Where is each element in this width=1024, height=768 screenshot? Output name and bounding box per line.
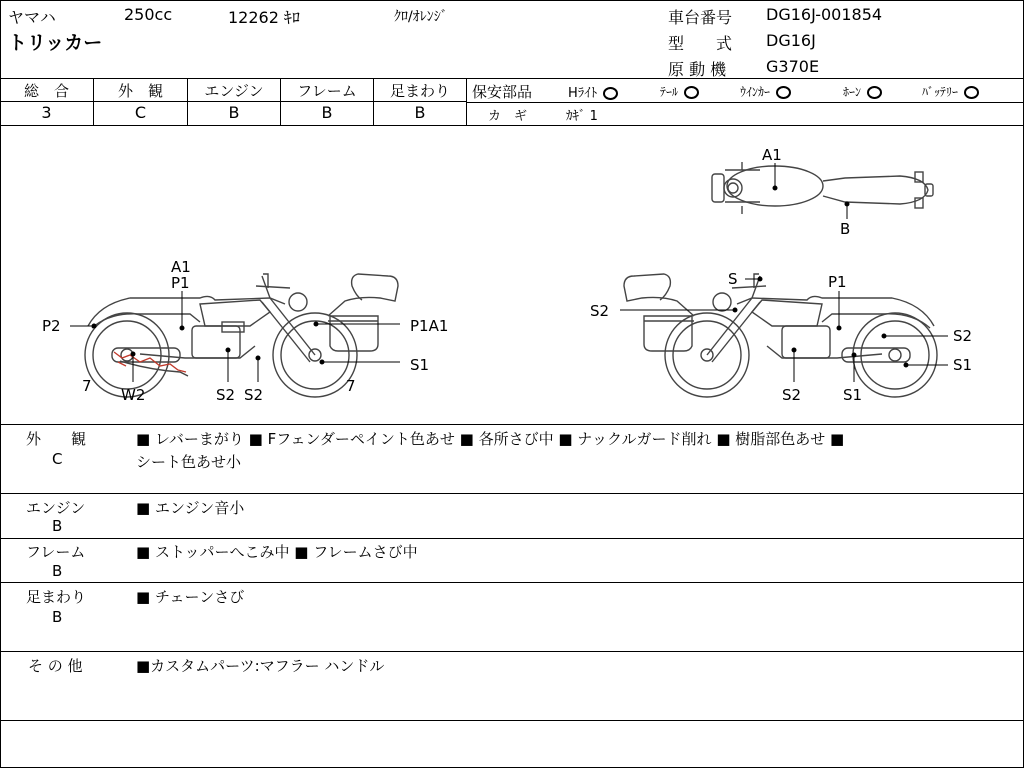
label-left-w2: W2 — [121, 386, 146, 404]
grade-row-top-line — [0, 78, 1024, 79]
diagram-bottom-line — [0, 424, 1024, 425]
label-top-a1: A1 — [762, 146, 782, 164]
damage-diagram — [0, 126, 1024, 424]
label-left-p2: P2 — [42, 317, 61, 335]
label-left-s2a: S2 — [216, 386, 236, 404]
label-left-s2b: S2 — [244, 386, 264, 404]
winker-item — [740, 83, 791, 100]
top-view-bike — [712, 162, 933, 214]
note-label: フレーム — [26, 543, 86, 561]
note-line: ■ チェーンさび — [136, 588, 245, 606]
note-line: ■ レバーまがり ■ Fフェンダーペイント色あせ ■ 各所さび中 ■ ナックルガード削れ ■ 樹脂部色あせ ■ — [136, 430, 845, 448]
grade-value-total: 3 — [41, 103, 52, 122]
grade-value-suspension: B — [414, 103, 426, 122]
note-grade: C — [52, 450, 63, 468]
ok-circle-icon — [776, 86, 791, 99]
label-right-s: S — [728, 270, 738, 288]
note-line: ■ エンジン音小 — [136, 499, 245, 517]
engine-value: G370E — [766, 57, 820, 76]
label-right-s1b: S1 — [843, 386, 863, 404]
ok-circle-icon — [603, 87, 618, 100]
winker-label: ｳｲﾝｶｰ — [740, 85, 771, 99]
label-left-s1: S1 — [410, 356, 430, 374]
ok-circle-icon — [684, 86, 699, 99]
note-label: 外 観 — [26, 430, 87, 448]
grade-row-mid-line — [0, 101, 466, 102]
safety-row-mid-line — [466, 102, 1024, 103]
grade-value-engine: B — [228, 103, 240, 122]
label-left-p1: P1 — [171, 274, 190, 292]
note-label: そ の 他 — [28, 657, 83, 675]
label-right-s2b: S2 — [953, 327, 973, 345]
battery-item — [922, 83, 979, 100]
note-label: 足まわり — [26, 588, 87, 606]
safety-label: 保安部品 — [472, 83, 533, 101]
displacement: 250cc — [124, 5, 173, 24]
key-label: カ ギ — [488, 109, 528, 124]
label-left-p1a1: P1A1 — [410, 317, 449, 335]
label-right-s2a: S2 — [590, 302, 610, 320]
grade-label-engine: エンジン — [204, 82, 264, 100]
engine-label: 原 動 機 — [668, 60, 727, 79]
color: ｸﾛ/ｵﾚﾝｼﾞ — [394, 9, 448, 25]
maker: ヤマハ — [8, 8, 56, 27]
battery-label: ﾊﾞｯﾃﾘｰ — [922, 85, 959, 99]
label-top-b: B — [840, 220, 851, 238]
note-line: ■ ストッパーへこみ中 ■ フレームさび中 — [136, 543, 418, 561]
frame-no: DG16J-001854 — [766, 5, 883, 24]
key-value: ｶｷﾞ 1 — [566, 109, 598, 124]
type-label: 型 式 — [668, 34, 733, 53]
note-line: シート色あせ小 — [136, 453, 242, 471]
label-right-s2c: S2 — [782, 386, 802, 404]
grade-label-total: 総 合 — [23, 82, 69, 100]
label-left-a1: A1 — [171, 258, 191, 276]
horn-label: ﾎｰﾝ — [843, 85, 862, 99]
headlight-item — [568, 82, 618, 101]
grade-label-exterior: 外 観 — [117, 82, 163, 100]
label-left-7a: 7 — [82, 377, 92, 395]
label-left-7b: 7 — [346, 377, 356, 395]
note-grade: B — [52, 517, 63, 535]
note-grade: B — [52, 562, 63, 580]
ok-circle-icon — [964, 86, 979, 99]
headlight-label: Hﾗｲﾄ — [568, 86, 598, 101]
note-line: ■カスタムパーツ:マフラー ハンドル — [136, 657, 385, 675]
type-value: DG16J — [766, 31, 816, 50]
grade-label-suspension: 足まわり — [389, 82, 450, 100]
horn-item — [843, 83, 882, 100]
grade-value-exterior: C — [134, 103, 147, 122]
label-right-s1a: S1 — [953, 356, 973, 374]
note-grade: B — [52, 608, 63, 626]
note-label: エンジン — [26, 499, 86, 517]
tail-label: ﾃｰﾙ — [660, 85, 679, 99]
frame-no-label: 車台番号 — [668, 8, 733, 27]
mileage: 12262 ｷﾛ — [228, 8, 300, 27]
ok-circle-icon — [867, 86, 882, 99]
tail-item — [660, 83, 699, 100]
grade-label-frame: フレーム — [297, 82, 357, 100]
model-name: トリッカー — [8, 32, 103, 54]
grade-value-frame: B — [321, 103, 333, 122]
label-right-p1: P1 — [828, 273, 847, 291]
